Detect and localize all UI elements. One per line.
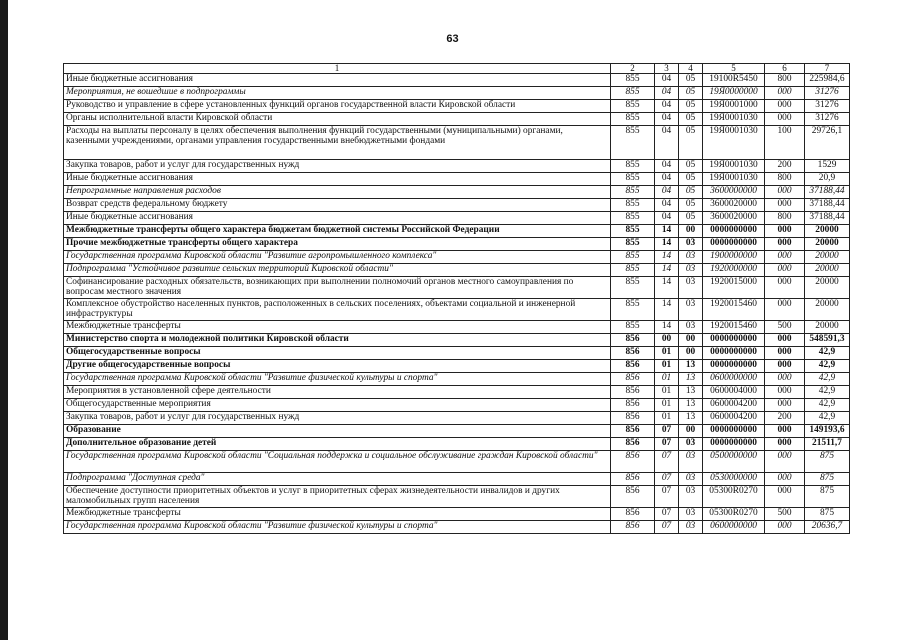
expense-type-cell: 000 — [765, 87, 805, 100]
section-code-cell: 14 — [655, 225, 679, 238]
expense-type-cell: 000 — [765, 186, 805, 199]
subsection-code-cell: 05 — [679, 160, 703, 173]
expense-type-cell: 000 — [765, 425, 805, 438]
table-row — [64, 264, 850, 277]
header-cell: 2 — [611, 64, 655, 74]
row-name-cell: Софинансирование расходных обязательств, возникающих при выполнении полномочий органов местного самоуправления по вопросам местного значения — [64, 277, 611, 299]
table-row — [64, 74, 850, 87]
amount-cell: 37188,44 — [805, 212, 850, 225]
row-name-cell: Межбюджетные трансферты — [64, 508, 611, 521]
amount-cell: 31276 — [805, 100, 850, 113]
section-code-cell: 04 — [655, 113, 679, 126]
table-row — [64, 87, 850, 100]
ministry-code-cell: 855 — [611, 126, 655, 160]
amount-cell: 20000 — [805, 238, 850, 251]
section-code-cell: 00 — [655, 334, 679, 347]
table-row — [64, 321, 850, 334]
header-cell: 1 — [64, 64, 611, 74]
header-cell: 5 — [703, 64, 765, 74]
expense-type-cell: 800 — [765, 74, 805, 87]
row-name-cell: Общегосударственные мероприятия — [64, 399, 611, 412]
amount-cell: 42,9 — [805, 373, 850, 386]
expense-type-cell: 000 — [765, 251, 805, 264]
table-row — [64, 299, 850, 321]
amount-cell: 20000 — [805, 225, 850, 238]
expense-type-cell: 000 — [765, 451, 805, 473]
amount-cell: 21511,7 — [805, 438, 850, 451]
subsection-code-cell: 00 — [679, 334, 703, 347]
amount-cell: 31276 — [805, 87, 850, 100]
table-row — [64, 486, 850, 508]
scan-edge-shadow — [0, 0, 8, 640]
subsection-code-cell: 03 — [679, 251, 703, 264]
target-article-cell: 0000000000 — [703, 360, 765, 373]
row-name-cell: Государственная программа Кировской области "Развитие физической культуры и спорта" — [64, 373, 611, 386]
table-row — [64, 113, 850, 126]
expense-type-cell: 000 — [765, 225, 805, 238]
section-code-cell: 07 — [655, 486, 679, 508]
ministry-code-cell: 856 — [611, 473, 655, 486]
subsection-code-cell: 13 — [679, 399, 703, 412]
section-code-cell: 07 — [655, 473, 679, 486]
amount-cell: 42,9 — [805, 347, 850, 360]
target-article-cell: 0000000000 — [703, 225, 765, 238]
amount-cell: 42,9 — [805, 412, 850, 425]
expense-type-cell: 000 — [765, 113, 805, 126]
expense-type-cell: 800 — [765, 173, 805, 186]
expense-type-cell: 500 — [765, 321, 805, 334]
expense-type-cell: 000 — [765, 360, 805, 373]
section-code-cell: 01 — [655, 347, 679, 360]
target-article-cell: 0000000000 — [703, 438, 765, 451]
amount-cell: 875 — [805, 508, 850, 521]
ministry-code-cell: 855 — [611, 173, 655, 186]
section-code-cell: 04 — [655, 212, 679, 225]
target-article-cell: 0500000000 — [703, 451, 765, 473]
target-article-cell: 1920000000 — [703, 264, 765, 277]
table-row — [64, 386, 850, 399]
subsection-code-cell: 03 — [679, 473, 703, 486]
row-name-cell: Иные бюджетные ассигнования — [64, 74, 611, 87]
row-name-cell: Непрограммные направления расходов — [64, 186, 611, 199]
table-row — [64, 199, 850, 212]
table-body — [64, 74, 850, 534]
row-name-cell: Межбюджетные трансферты общего характера бюджетам бюджетной системы Российской Федерации — [64, 225, 611, 238]
ministry-code-cell: 856 — [611, 386, 655, 399]
expense-type-cell: 000 — [765, 100, 805, 113]
ministry-code-cell: 856 — [611, 425, 655, 438]
section-code-cell: 07 — [655, 451, 679, 473]
expense-type-cell: 200 — [765, 160, 805, 173]
section-code-cell: 04 — [655, 160, 679, 173]
target-article-cell: 1920015460 — [703, 321, 765, 334]
header-cell: 7 — [805, 64, 850, 74]
ministry-code-cell: 855 — [611, 321, 655, 334]
table-row — [64, 399, 850, 412]
target-article-cell: 0000000000 — [703, 238, 765, 251]
table-row — [64, 100, 850, 113]
section-code-cell: 01 — [655, 399, 679, 412]
section-code-cell: 04 — [655, 173, 679, 186]
table-row — [64, 373, 850, 386]
row-name-cell: Органы исполнительной власти Кировской области — [64, 113, 611, 126]
table-row — [64, 508, 850, 521]
expense-type-cell: 000 — [765, 299, 805, 321]
row-name-cell: Иные бюджетные ассигнования — [64, 173, 611, 186]
ministry-code-cell: 855 — [611, 186, 655, 199]
target-article-cell: 19Я0001030 — [703, 113, 765, 126]
subsection-code-cell: 03 — [679, 264, 703, 277]
expense-type-cell: 000 — [765, 521, 805, 534]
section-code-cell: 14 — [655, 321, 679, 334]
expense-type-cell: 000 — [765, 238, 805, 251]
target-article-cell: 19100R5450 — [703, 74, 765, 87]
table-row — [64, 360, 850, 373]
row-name-cell: Прочие межбюджетные трансферты общего характера — [64, 238, 611, 251]
subsection-code-cell: 05 — [679, 186, 703, 199]
row-name-cell: Расходы на выплаты персоналу в целях обеспечения выполнения функций государственными (муниципальными) органами, казенными учреждениями, органами управления государственными внебюджетными фондами — [64, 126, 611, 160]
subsection-code-cell: 03 — [679, 438, 703, 451]
expense-type-cell: 000 — [765, 399, 805, 412]
ministry-code-cell: 856 — [611, 508, 655, 521]
subsection-code-cell: 03 — [679, 451, 703, 473]
row-name-cell: Закупка товаров, работ и услуг для государственных нужд — [64, 412, 611, 425]
ministry-code-cell: 855 — [611, 225, 655, 238]
section-code-cell: 04 — [655, 199, 679, 212]
amount-cell: 42,9 — [805, 399, 850, 412]
ministry-code-cell: 855 — [611, 160, 655, 173]
ministry-code-cell: 855 — [611, 251, 655, 264]
row-name-cell: Государственная программа Кировской области "Развитие физической культуры и спорта" — [64, 521, 611, 534]
row-name-cell: Закупка товаров, работ и услуг для государственных нужд — [64, 160, 611, 173]
amount-cell: 29726,1 — [805, 126, 850, 160]
subsection-code-cell: 05 — [679, 87, 703, 100]
row-name-cell: Межбюджетные трансферты — [64, 321, 611, 334]
subsection-code-cell: 13 — [679, 386, 703, 399]
target-article-cell: 19Я0001030 — [703, 160, 765, 173]
ministry-code-cell: 855 — [611, 299, 655, 321]
target-article-cell: 0600004200 — [703, 412, 765, 425]
section-code-cell: 01 — [655, 360, 679, 373]
table-row — [64, 521, 850, 534]
expense-type-cell: 000 — [765, 199, 805, 212]
table-row — [64, 186, 850, 199]
section-code-cell: 07 — [655, 438, 679, 451]
table-row — [64, 251, 850, 264]
table-row — [64, 173, 850, 186]
ministry-code-cell: 855 — [611, 238, 655, 251]
subsection-code-cell: 05 — [679, 212, 703, 225]
expense-type-cell: 500 — [765, 508, 805, 521]
table-row — [64, 473, 850, 486]
table-row — [64, 425, 850, 438]
subsection-code-cell: 03 — [679, 321, 703, 334]
amount-cell: 31276 — [805, 113, 850, 126]
target-article-cell: 1900000000 — [703, 251, 765, 264]
subsection-code-cell: 03 — [679, 277, 703, 299]
subsection-code-cell: 03 — [679, 508, 703, 521]
row-name-cell: Руководство и управление в сфере установленных функций органов государственной власти Кировской области — [64, 100, 611, 113]
table-row — [64, 438, 850, 451]
table-row — [64, 277, 850, 299]
section-code-cell: 04 — [655, 126, 679, 160]
row-name-cell: Комплексное обустройство населенных пунктов, расположенных в сельских поселениях, объектами социальной и инженерной инфраструктуры — [64, 299, 611, 321]
ministry-code-cell: 855 — [611, 100, 655, 113]
expense-type-cell: 100 — [765, 126, 805, 160]
section-code-cell: 07 — [655, 521, 679, 534]
subsection-code-cell: 05 — [679, 173, 703, 186]
header-cell: 3 — [655, 64, 679, 74]
header-cell: 4 — [679, 64, 703, 74]
amount-cell: 875 — [805, 451, 850, 473]
subsection-code-cell: 05 — [679, 74, 703, 87]
target-article-cell: 3600000000 — [703, 186, 765, 199]
expense-type-cell: 000 — [765, 373, 805, 386]
section-code-cell: 01 — [655, 373, 679, 386]
ministry-code-cell: 855 — [611, 74, 655, 87]
target-article-cell: 1920015000 — [703, 277, 765, 299]
amount-cell: 37188,44 — [805, 199, 850, 212]
subsection-code-cell: 05 — [679, 113, 703, 126]
section-code-cell: 01 — [655, 386, 679, 399]
amount-cell: 875 — [805, 486, 850, 508]
amount-cell: 548591,3 — [805, 334, 850, 347]
target-article-cell: 19Я0001030 — [703, 173, 765, 186]
expense-type-cell: 000 — [765, 334, 805, 347]
target-article-cell: 0000000000 — [703, 334, 765, 347]
ministry-code-cell: 856 — [611, 451, 655, 473]
target-article-cell: 0000000000 — [703, 347, 765, 360]
ministry-code-cell: 856 — [611, 412, 655, 425]
table-row — [64, 238, 850, 251]
ministry-code-cell: 856 — [611, 360, 655, 373]
subsection-code-cell: 05 — [679, 126, 703, 160]
row-name-cell: Подпрограмма "Устойчивое развитие сельских территорий Кировской области" — [64, 264, 611, 277]
expense-type-cell: 000 — [765, 473, 805, 486]
table-row — [64, 451, 850, 473]
section-code-cell: 07 — [655, 425, 679, 438]
target-article-cell: 05300R0270 — [703, 486, 765, 508]
row-name-cell: Обеспечение доступности приоритетных объектов и услуг в приоритетных сферах жизнедеятельности инвалидов и других маломобильных групп населения — [64, 486, 611, 508]
expense-type-cell: 000 — [765, 347, 805, 360]
section-code-cell: 14 — [655, 299, 679, 321]
target-article-cell: 0600004200 — [703, 399, 765, 412]
subsection-code-cell: 00 — [679, 347, 703, 360]
ministry-code-cell: 856 — [611, 521, 655, 534]
amount-cell: 225984,6 — [805, 74, 850, 87]
table-row — [64, 225, 850, 238]
row-name-cell: Образование — [64, 425, 611, 438]
expense-type-cell: 000 — [765, 386, 805, 399]
amount-cell: 20000 — [805, 321, 850, 334]
subsection-code-cell: 13 — [679, 373, 703, 386]
section-code-cell: 14 — [655, 277, 679, 299]
ministry-code-cell: 855 — [611, 264, 655, 277]
row-name-cell: Министерство спорта и молодежной политики Кировской области — [64, 334, 611, 347]
ministry-code-cell: 856 — [611, 486, 655, 508]
target-article-cell: 19Я0001030 — [703, 126, 765, 160]
amount-cell: 1529 — [805, 160, 850, 173]
subsection-code-cell: 05 — [679, 199, 703, 212]
expense-type-cell: 000 — [765, 264, 805, 277]
section-code-cell: 04 — [655, 87, 679, 100]
ministry-code-cell: 856 — [611, 438, 655, 451]
target-article-cell: 05300R0270 — [703, 508, 765, 521]
ministry-code-cell: 855 — [611, 277, 655, 299]
subsection-code-cell: 03 — [679, 486, 703, 508]
target-article-cell: 0000000000 — [703, 425, 765, 438]
amount-cell: 20000 — [805, 264, 850, 277]
target-article-cell: 0600004000 — [703, 386, 765, 399]
section-code-cell: 14 — [655, 238, 679, 251]
section-code-cell: 14 — [655, 264, 679, 277]
ministry-code-cell: 855 — [611, 113, 655, 126]
section-code-cell: 14 — [655, 251, 679, 264]
target-article-cell: 1920015460 — [703, 299, 765, 321]
page-number: 63 — [446, 33, 459, 45]
ministry-code-cell: 856 — [611, 334, 655, 347]
amount-cell: 20000 — [805, 299, 850, 321]
subsection-code-cell: 03 — [679, 238, 703, 251]
section-code-cell: 04 — [655, 74, 679, 87]
expense-type-cell: 800 — [765, 212, 805, 225]
row-name-cell: Возврат средств федеральному бюджету — [64, 199, 611, 212]
amount-cell: 20000 — [805, 277, 850, 299]
subsection-code-cell: 13 — [679, 360, 703, 373]
subsection-code-cell: 05 — [679, 100, 703, 113]
ministry-code-cell: 855 — [611, 212, 655, 225]
row-name-cell: Дополнительное образование детей — [64, 438, 611, 451]
subsection-code-cell: 03 — [679, 521, 703, 534]
amount-cell: 20636,7 — [805, 521, 850, 534]
amount-cell: 875 — [805, 473, 850, 486]
ministry-code-cell: 855 — [611, 87, 655, 100]
target-article-cell: 3600020000 — [703, 212, 765, 225]
table-row — [64, 334, 850, 347]
row-name-cell: Подпрограмма "Доступная среда" — [64, 473, 611, 486]
row-name-cell: Государственная программа Кировской области "Социальная поддержка и социальное обслуживание граждан Кировской области" — [64, 451, 611, 473]
target-article-cell: 0600000000 — [703, 521, 765, 534]
subsection-code-cell: 03 — [679, 299, 703, 321]
expense-type-cell: 000 — [765, 486, 805, 508]
amount-cell: 37188,44 — [805, 186, 850, 199]
expense-type-cell: 200 — [765, 412, 805, 425]
ministry-code-cell: 855 — [611, 199, 655, 212]
ministry-code-cell: 856 — [611, 347, 655, 360]
amount-cell: 149193,6 — [805, 425, 850, 438]
section-code-cell: 04 — [655, 100, 679, 113]
target-article-cell: 3600020000 — [703, 199, 765, 212]
row-name-cell: Мероприятия в установленной сфере деятельности — [64, 386, 611, 399]
target-article-cell: 0600000000 — [703, 373, 765, 386]
subsection-code-cell: 13 — [679, 412, 703, 425]
subsection-code-cell: 00 — [679, 225, 703, 238]
budget-table — [63, 63, 850, 534]
table-row — [64, 347, 850, 360]
row-name-cell: Мероприятия, не вошедшие в подпрограммы — [64, 87, 611, 100]
row-name-cell: Другие общегосударственные вопросы — [64, 360, 611, 373]
section-code-cell: 07 — [655, 508, 679, 521]
target-article-cell: 19Я0001000 — [703, 100, 765, 113]
row-name-cell: Общегосударственные вопросы — [64, 347, 611, 360]
ministry-code-cell: 856 — [611, 373, 655, 386]
header-cell: 6 — [765, 64, 805, 74]
amount-cell: 20000 — [805, 251, 850, 264]
amount-cell: 20,9 — [805, 173, 850, 186]
target-article-cell: 0530000000 — [703, 473, 765, 486]
section-code-cell: 04 — [655, 186, 679, 199]
table-row — [64, 212, 850, 225]
target-article-cell: 19Я0000000 — [703, 87, 765, 100]
row-name-cell: Иные бюджетные ассигнования — [64, 212, 611, 225]
subsection-code-cell: 00 — [679, 425, 703, 438]
table-row — [64, 160, 850, 173]
ministry-code-cell: 856 — [611, 399, 655, 412]
table-row — [64, 412, 850, 425]
row-name-cell: Государственная программа Кировской области "Развитие агропромышленного комплекса" — [64, 251, 611, 264]
amount-cell: 42,9 — [805, 360, 850, 373]
table-header-row — [64, 64, 850, 74]
expense-type-cell: 000 — [765, 438, 805, 451]
table-row — [64, 126, 850, 160]
amount-cell: 42,9 — [805, 386, 850, 399]
section-code-cell: 01 — [655, 412, 679, 425]
expense-type-cell: 000 — [765, 277, 805, 299]
